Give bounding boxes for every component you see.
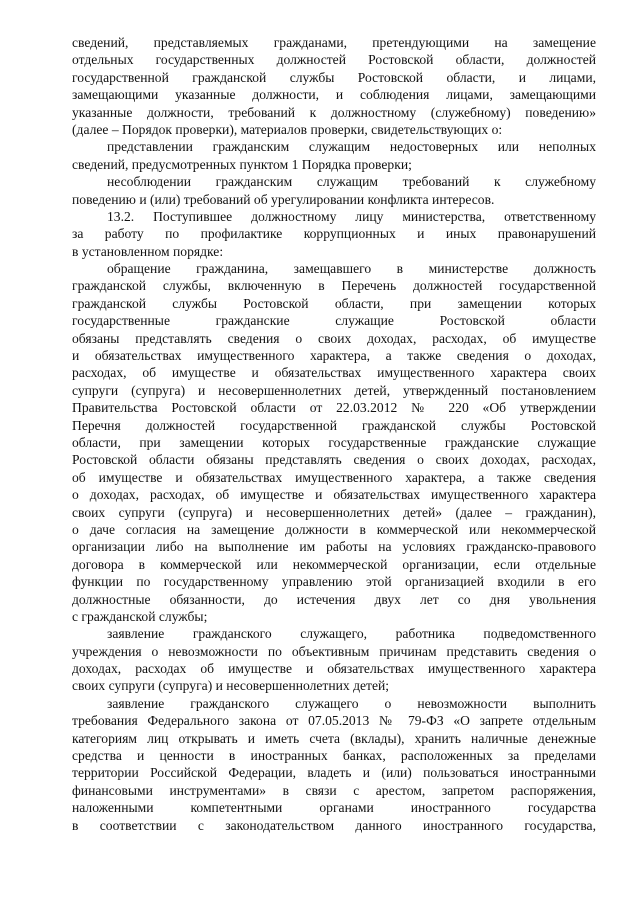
text-line: расходах, об имуществе и обязательствах имущественного характера своих [72,365,596,381]
text-line: отдельных государственных должностей Ростовской области, должностей [72,52,596,68]
text-line: должностные обязанности, до истечения двух лет со дня увольнения [72,591,596,607]
text-line: организации либо на выполнение им работы на условиях гражданско-правового [72,539,596,555]
text-line: функции по государственному управлению этой организацией входили в его [72,574,596,590]
text-line: территории Российской Федерации, владеть и (или) пользоваться иностранными [72,765,596,781]
text-line: государственной гражданской службы Ростовской области, и лицами, [72,69,596,85]
text-line: наложенными компетентными органами иностранного государства [72,800,596,816]
text-line: 13.2. Поступившее должностному лицу министерства, ответственному [107,208,596,224]
text-line: требования Федерального закона от 07.05.2013 № 79-ФЗ «О запрете отдельным [72,713,596,729]
text-line: и обязательствах имущественного характера, а также сведения о доходах, [72,348,596,364]
text-line: категориям лиц открывать и иметь счета (вклады), хранить наличные денежные [72,730,596,746]
text-line: Ростовской области обязаны представлять сведения о своих доходах, расходах, [72,452,596,468]
text-line: с гражданской службы; [72,608,208,624]
text-line: поведению и (или) требований об урегулировании конфликта интересов. [72,191,495,207]
text-line: сведений, предусмотренных пунктом 1 Порядка проверки; [72,156,412,172]
text-line: доходах, расходах об имуществе и обязательствах имущественного характера [72,661,596,677]
text-line: за работу по профилактике коррупционных и иных правонарушений [72,226,596,242]
text-line: несоблюдении гражданским служащим требований к служебному [107,174,596,190]
text-line: указанные должности, требований к должностному (служебному) поведению» [72,104,596,120]
text-line: договора в коммерческой или некоммерческой организации, если отдельные [72,556,596,572]
text-line: в установленном порядке: [72,243,224,259]
text-line: (далее – Порядок проверки), материалов проверки, свидетельствующих о: [72,121,503,137]
text-line: о доходах, расходах, об имуществе и обязательствах имущественного характера [72,487,596,503]
text-line: о даче согласия на замещение должности в коммерческой или некоммерческой [72,521,596,537]
text-line: заявление гражданского служащего о невозможности выполнить [107,695,596,711]
text-line: своих супруги (супруга) и несовершеннолетних детей; [72,678,390,694]
text-line: об имуществе и обязательствах имущественного характера, а также сведения [72,469,596,485]
text-line: Правительства Ростовской области от 22.03.2012 № 220 «Об утверждении [72,400,596,416]
text-line: обязаны представлять сведения о своих доходах, расходах, об имуществе [72,330,596,346]
text-line: в соответствии с законодательством данного иностранного государства, [72,817,596,833]
text-line: гражданской службы Ростовской области, при замещении которых [72,295,596,311]
text-line: обращение гражданина, замещавшего в министерстве должность [107,261,596,277]
text-line: Перечня должностей государственной гражданской службы Ростовской [72,417,596,433]
text-line: гражданской службы, включенную в Перечень должностей государственной [72,278,596,294]
text-line: замещающими указанные должности, и соблюдения лицами, замещающими [72,87,596,103]
text-line: средства и ценности в иностранных банках, расположенных за пределами [72,748,596,764]
text-line: государственные гражданские служащие Ростовской области [72,313,596,329]
text-line: своих супруги (супруга) и несовершеннолетних детей» (далее – гражданин), [72,504,596,520]
text-line: учреждения о невозможности по объективным причинам представить сведения о [72,643,596,659]
text-line: представлении гражданским служащим недостоверных или неполных [107,139,596,155]
text-line: супруги (супруга) и несовершеннолетних детей, утвержденный постановлением [72,382,596,398]
text-line: сведений, представляемых гражданами, претендующими на замещение [72,35,596,50]
text-line: заявление гражданского служащего, работника подведомственного [107,626,596,642]
document-page [72,34,596,834]
text-line: финансовыми инструментами» в связи с арестом, запретом распоряжения, [72,782,596,798]
text-line: области, при замещении которых государственные гражданские служащие [72,434,596,450]
